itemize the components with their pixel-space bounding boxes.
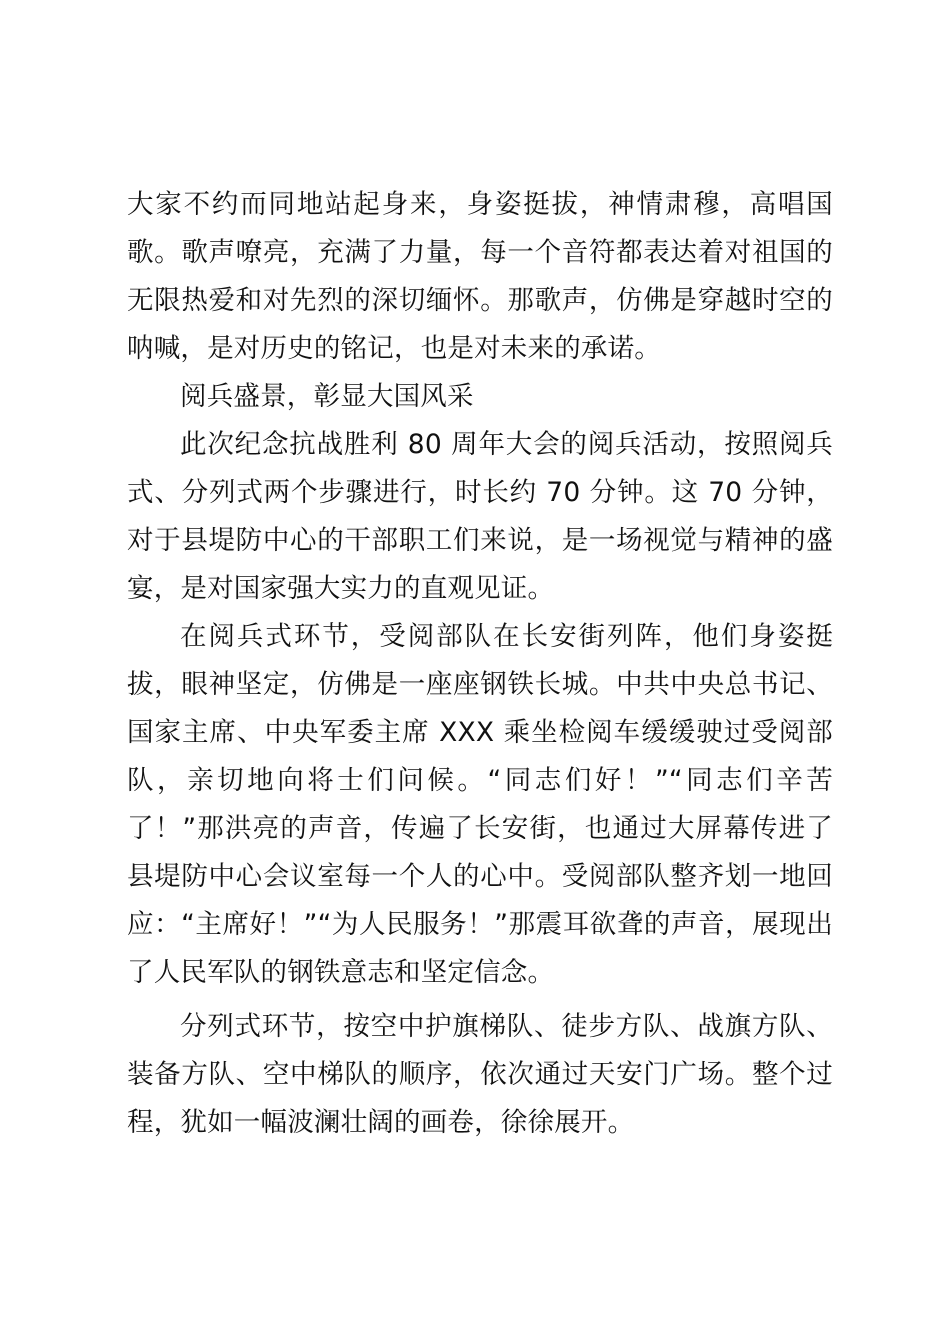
- section-heading-parade: 阅兵盛景，彰显大国风采: [180, 381, 474, 412]
- paragraph-review-ceremony: 在阅兵式环节，受阅部队在长安街列阵，他们身姿挺拔，眼神坚定，仿佛是一座座钢铁长城。中共中央总书记、国家主席、中央军委主席 XXX 乘坐检阅车缓缓驶过受阅部队，亲切地向将士们问候。“同志们好！”“同志们辛苦了！”那洪亮的声音，传遍了长安街，也通过大屏幕传进了县堤防中心会议室每一个人的心中。受阅部队整齐划一地回应：“主席好！”“为人民服务！”那震耳欲聋的声音，展现出了人民军队的钢铁意志和坚定信念。: [127, 621, 833, 988]
- paragraph-march-past: 分列式环节，按空中护旗梯队、徒步方队、战旗方队、装备方队、空中梯队的顺序，依次通过天安门广场。整个过程，犹如一幅波澜壮阔的画卷，徐徐展开。: [127, 1011, 833, 1138]
- paragraph-national-anthem: 大家不约而同地站起身来，身姿挺拔，神情肃穆，高唱国歌。歌声嘹亮，充满了力量，每一个音符都表达着对祖国的无限热爱和对先烈的深切缅怀。那歌声，仿佛是穿越时空的呐喊，是对历史的铭记，也是对未来的承诺。: [127, 189, 833, 364]
- paragraph-parade-overview: 此次纪念抗战胜利 80 周年大会的阅兵活动，按照阅兵式、分列式两个步骤进行，时长约 70 分钟。这 70 分钟，对于县堤防中心的干部职工们来说，是一场视觉与精神的盛宴，是对国家强大实力的直观见证。: [127, 429, 833, 604]
- document-body: [127, 181, 833, 1147]
